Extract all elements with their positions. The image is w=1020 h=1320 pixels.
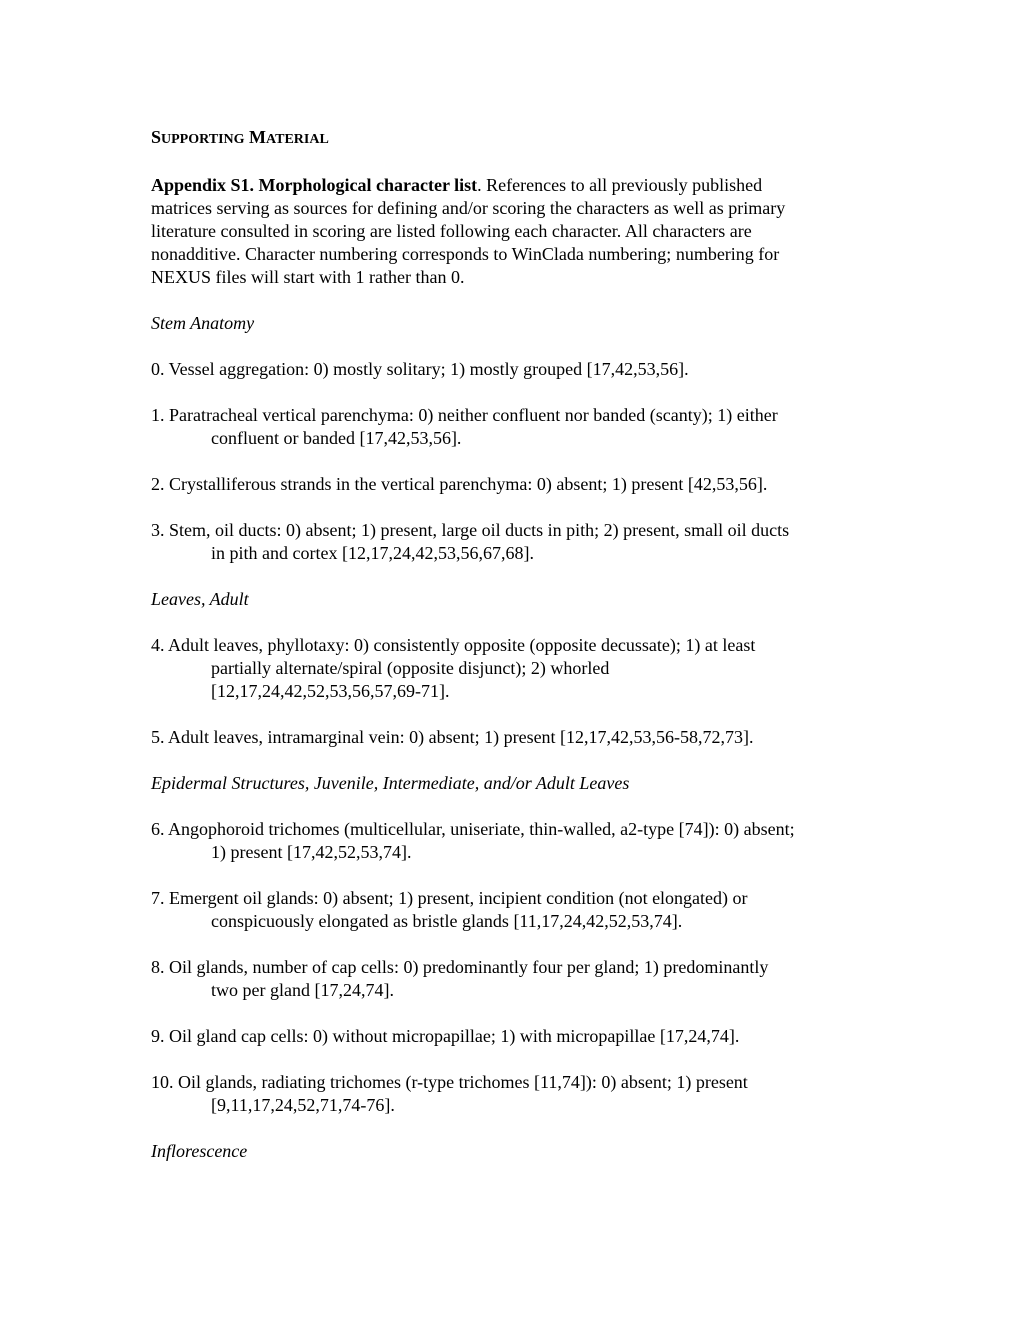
character-line: 4. Adult leaves, phyllotaxy: 0) consistently opposite (opposite decussate); 1) at least	[151, 635, 756, 655]
character-line: 6. Angophoroid trichomes (multicellular, uniseriate, thin-walled, a2-type [74]): 0) absent;	[151, 819, 795, 839]
character-line: 0. Vessel aggregation: 0) mostly solitary; 1) mostly grouped [17,42,53,56].	[151, 359, 689, 379]
character-line: [9,11,17,24,52,71,74-76].	[211, 1095, 395, 1115]
title-smallcaps: ATERIAL	[266, 132, 329, 147]
page-title	[151, 126, 881, 151]
character-list	[151, 312, 881, 1163]
section-heading: Epidermal Structures, Juvenile, Intermediate, and/or Adult Leaves	[151, 773, 630, 793]
character-entry	[151, 726, 881, 749]
character-entry	[151, 519, 881, 565]
character-entry	[151, 634, 881, 703]
character-line: [12,17,24,42,52,53,56,57,69-71].	[211, 681, 450, 701]
character-entry	[151, 887, 881, 933]
character-line: 3. Stem, oil ducts: 0) absent; 1) present, large oil ducts in pith; 2) present, small oil ducts	[151, 520, 790, 540]
character-entry	[151, 1025, 881, 1048]
intro-line: literature consulted in scoring are listed following each character. All characters are	[151, 221, 752, 241]
character-line: 2. Crystalliferous strands in the vertical parenchyma: 0) absent; 1) present [42,53,56].	[151, 474, 768, 494]
section-heading: Stem Anatomy	[151, 313, 255, 333]
character-line: 8. Oil glands, number of cap cells: 0) predominantly four per gland; 1) predominantly	[151, 957, 769, 977]
intro-line	[151, 174, 881, 197]
intro-text: . References to all previously published	[477, 175, 763, 195]
section-heading: Leaves, Adult	[151, 589, 249, 609]
character-entry	[151, 358, 881, 381]
character-line: 9. Oil gland cap cells: 0) without micropapillae; 1) with micropapillae [17,24,74].	[151, 1026, 740, 1046]
section-heading: Inflorescence	[151, 1141, 248, 1161]
character-line: in pith and cortex [12,17,24,42,53,56,67,68].	[211, 543, 534, 563]
character-entry	[151, 1071, 881, 1117]
character-line: 5. Adult leaves, intramarginal vein: 0) absent; 1) present [12,17,42,53,56-58,72,73].	[151, 727, 754, 747]
character-line: partially alternate/spiral (opposite disjunct); 2) whorled	[211, 658, 610, 678]
character-line: 7. Emergent oil glands: 0) absent; 1) present, incipient condition (not elongated) or	[151, 888, 748, 908]
appendix-label: Appendix S1. Morphological character list	[151, 175, 478, 195]
title-cap: S	[151, 127, 162, 147]
character-line: confluent or banded [17,42,53,56].	[211, 428, 462, 448]
intro-paragraph	[151, 174, 881, 289]
character-entry	[151, 473, 881, 496]
character-line: 1. Paratracheal vertical parenchyma: 0) neither confluent nor banded (scanty); 1) either	[151, 405, 778, 425]
character-entry	[151, 404, 881, 450]
title-smallcaps: UPPORTING	[161, 132, 245, 147]
character-entry	[151, 818, 881, 864]
intro-line: nonadditive. Character numbering corresponds to WinClada numbering; numbering for	[151, 244, 780, 264]
character-line: 1) present [17,42,52,53,74].	[211, 842, 412, 862]
intro-line: matrices serving as sources for defining and/or scoring the characters as well as primary	[151, 198, 786, 218]
character-line: conspicuously elongated as bristle glands [11,17,24,42,52,53,74].	[211, 911, 683, 931]
character-line: two per gland [17,24,74].	[211, 980, 394, 1000]
title-cap: M	[249, 127, 267, 147]
character-entry	[151, 956, 881, 1002]
document-page	[151, 126, 881, 1186]
character-line: 10. Oil glands, radiating trichomes (r-type trichomes [11,74]): 0) absent; 1) present	[151, 1072, 748, 1092]
intro-line: NEXUS files will start with 1 rather than 0.	[151, 267, 465, 287]
